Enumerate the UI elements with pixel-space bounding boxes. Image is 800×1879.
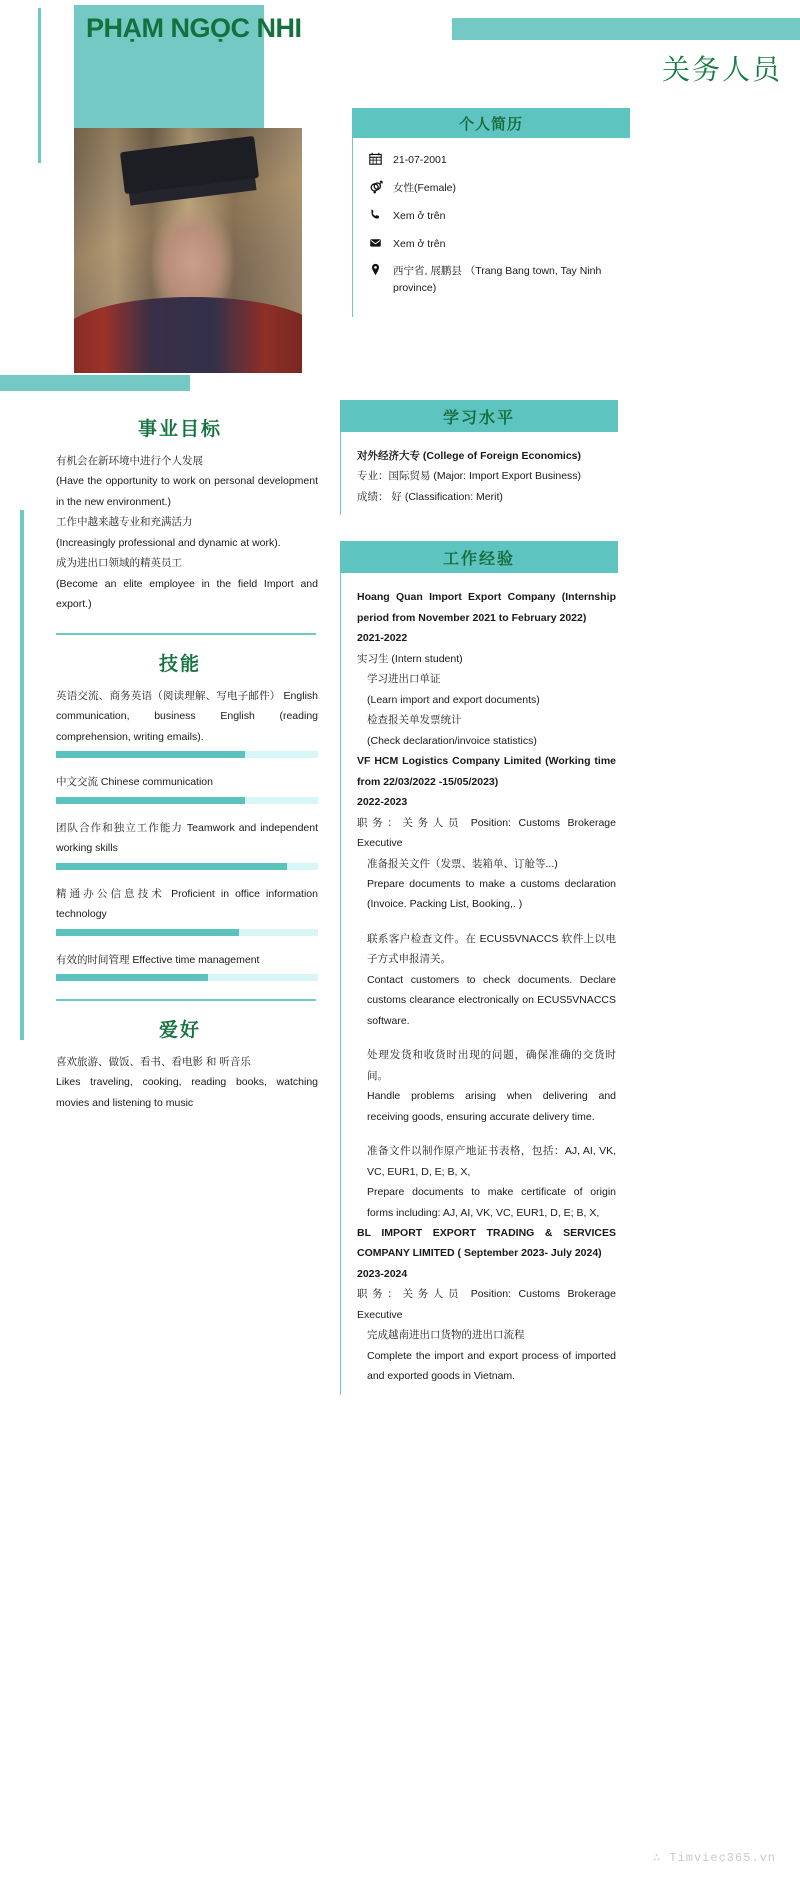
skills-section-title: 技能 bbox=[158, 653, 201, 675]
skill-progress-bar bbox=[56, 863, 318, 870]
info-row-email bbox=[369, 236, 626, 253]
site-watermark: ∴ Timviec365.vn bbox=[652, 1851, 776, 1865]
spacer bbox=[357, 1031, 616, 1045]
skill-progress-fill bbox=[56, 797, 245, 804]
job-years: 2022-2023 bbox=[357, 796, 408, 809]
calendar-icon bbox=[369, 152, 393, 169]
hobbies-line: 喜欢旅游、做饭、看书、看电影 和 听音乐 bbox=[56, 1055, 251, 1068]
job-bullet: 完成越南进出口货物的进出口流程 bbox=[367, 1329, 525, 1342]
job-bullet: (Learn import and export documents) bbox=[367, 693, 540, 706]
objective-line: 成为进出口领域的精英员工 bbox=[56, 557, 182, 570]
left-column bbox=[0, 400, 340, 1113]
skill-progress-bar bbox=[56, 974, 318, 981]
birthdate-value: 21-07-2001 bbox=[393, 154, 447, 166]
info-row-birthdate bbox=[369, 152, 626, 169]
job-bullet: 学习进出口单证 bbox=[367, 673, 441, 686]
skills-divider bbox=[56, 633, 316, 635]
skill-progress-fill bbox=[56, 751, 245, 758]
job-bullet: 检查报关单发票统计 bbox=[367, 714, 462, 727]
spacer bbox=[357, 915, 616, 929]
job-company: Hoang Quan Import Export Company (Internship period from November 2021 to February 2022) bbox=[357, 591, 616, 624]
skill-label: 有效的时间管理 Effective time management bbox=[56, 953, 260, 966]
header-left-rule bbox=[38, 8, 41, 163]
skill-progress-bar bbox=[56, 929, 318, 936]
education-major: 专业：国际贸易 (Major: Import Export Business) bbox=[357, 470, 582, 483]
education-body bbox=[340, 432, 618, 515]
objective-line: (Increasingly professional and dynamic at work). bbox=[56, 536, 281, 549]
phone-value: Xem ở trên bbox=[393, 210, 446, 223]
skill-progress-fill bbox=[56, 863, 287, 870]
job-bullet: 准备文件以制作原产地证书表格，包括：AJ, AI, VK, VC, EUR1, D, E; B, X, bbox=[367, 1145, 616, 1178]
job-title: 关务人员 bbox=[661, 54, 782, 85]
content-columns bbox=[0, 400, 800, 1421]
gender-value: 女性(Female) bbox=[393, 181, 457, 194]
hobbies-section-title: 爱好 bbox=[158, 1019, 201, 1041]
personal-info-title: 个人简历 bbox=[352, 108, 630, 138]
education-classification: 成绩： 好 (Classification: Merit) bbox=[357, 490, 503, 503]
address-value: 西宁省, 展鹏县 （Trang Bang town, Tay Ninh province) bbox=[393, 265, 602, 294]
job-bullet: Prepare documents to make certificate of origin forms including: AJ, AI, VK, VC, EUR1, D, E; B, X, bbox=[367, 1186, 616, 1219]
objective-section-title: 事业目标 bbox=[137, 419, 222, 440]
education-section-title: 学习水平 bbox=[340, 400, 618, 432]
phone-icon bbox=[369, 208, 393, 225]
job-bullet: Handle problems arising when delivering and receiving goods, ensuring accurate delivery time. bbox=[367, 1090, 616, 1123]
info-row-phone bbox=[369, 208, 626, 225]
skills-list bbox=[20, 686, 340, 981]
experience-body bbox=[340, 573, 618, 1394]
hobbies-line: Likes traveling, cooking, reading books, watching movies and listening to music bbox=[56, 1076, 318, 1109]
education-card bbox=[340, 400, 618, 515]
email-value: Xem ở trên bbox=[393, 237, 446, 250]
hobbies-divider bbox=[56, 999, 316, 1001]
location-pin-icon bbox=[369, 263, 393, 280]
job-bullet: 处理发货和收货时出现的问题，确保准确的交货时间。 bbox=[367, 1049, 616, 1082]
role-background-bar bbox=[452, 18, 800, 40]
job-years: 2023-2024 bbox=[357, 1267, 408, 1280]
job-company: VF HCM Logistics Company Limited (Working time from 22/03/2022 -15/05/2023) bbox=[357, 755, 616, 788]
job-position: 职务：关务人员 Position: Customs Brokerage Executive bbox=[357, 1288, 616, 1321]
candidate-photo bbox=[74, 128, 302, 373]
job-bullet: (Check declaration/invoice statistics) bbox=[367, 734, 537, 747]
candidate-name: PHẠM NGỌC NHI bbox=[86, 13, 302, 43]
job-position: 实习生 (Intern student) bbox=[357, 652, 463, 665]
gender-icon bbox=[369, 180, 393, 198]
skill-progress-fill bbox=[56, 974, 208, 981]
job-position: 职务：关务人员 Position: Customs Brokerage Executive bbox=[357, 816, 616, 850]
job-years: 2021-2022 bbox=[357, 632, 408, 645]
skill-label: 精通办公信息技术 Proficient in office information technology bbox=[56, 887, 318, 921]
experience-card bbox=[340, 541, 618, 1394]
skill-label: 团队合作和独立工作能力 Teamwork and independent working skills bbox=[56, 821, 318, 855]
objective-line: 有机会在新环境中进行个人发展 bbox=[56, 455, 203, 467]
job-bullet: 联系客户检查文件。在 ECUS5VNACCS 软件上以电子方式申报清关。 bbox=[367, 932, 616, 966]
skill-progress-bar bbox=[56, 751, 318, 758]
objective-line: 工作中越来越专业和充满活力 bbox=[56, 516, 193, 529]
skill-progress-fill bbox=[56, 929, 239, 936]
right-column bbox=[340, 400, 800, 1421]
skill-progress-bar bbox=[56, 797, 318, 804]
info-row-address bbox=[369, 263, 626, 296]
envelope-icon bbox=[369, 236, 393, 253]
info-row-gender bbox=[369, 180, 626, 198]
job-bullet: Contact customers to check documents. Declare customs clearance electronically on ECUS5VNACCS software. bbox=[367, 973, 616, 1027]
job-bullet: Prepare documents to make a customs declaration (Invoice. Packing List, Booking,. ) bbox=[367, 877, 616, 911]
skill-label: 英语交流、商务英语（阅读理解、写电子邮件） English communication, business English (reading comprehension, writing emails). bbox=[56, 689, 318, 743]
objective-line: (Have the opportunity to work on personal development in the new environment.) bbox=[56, 475, 318, 508]
objective-body bbox=[20, 451, 340, 615]
left-column-rule bbox=[20, 510, 24, 1040]
spacer bbox=[357, 1127, 616, 1141]
experience-section-title: 工作经验 bbox=[340, 541, 618, 573]
personal-info-body bbox=[352, 138, 630, 317]
job-company: BL IMPORT EXPORT TRADING & SERVICES COMPANY LIMITED ( September 2023- July 2024) bbox=[357, 1227, 616, 1260]
skill-label: 中文交流 Chinese communication bbox=[56, 776, 213, 789]
objective-line: (Become an elite employee in the field Import and export.) bbox=[56, 577, 318, 611]
job-bullet: 准备报关文件（发票、装箱单、订舱等...) bbox=[367, 857, 558, 870]
header-accent-block bbox=[0, 375, 190, 391]
job-bullet: Complete the import and export process of imported and exported goods in Vietnam. bbox=[367, 1349, 616, 1383]
education-school: 对外经济大专 (College of Foreign Economics) bbox=[357, 450, 582, 462]
hobbies-body bbox=[20, 1052, 340, 1113]
personal-info-card bbox=[352, 108, 630, 317]
